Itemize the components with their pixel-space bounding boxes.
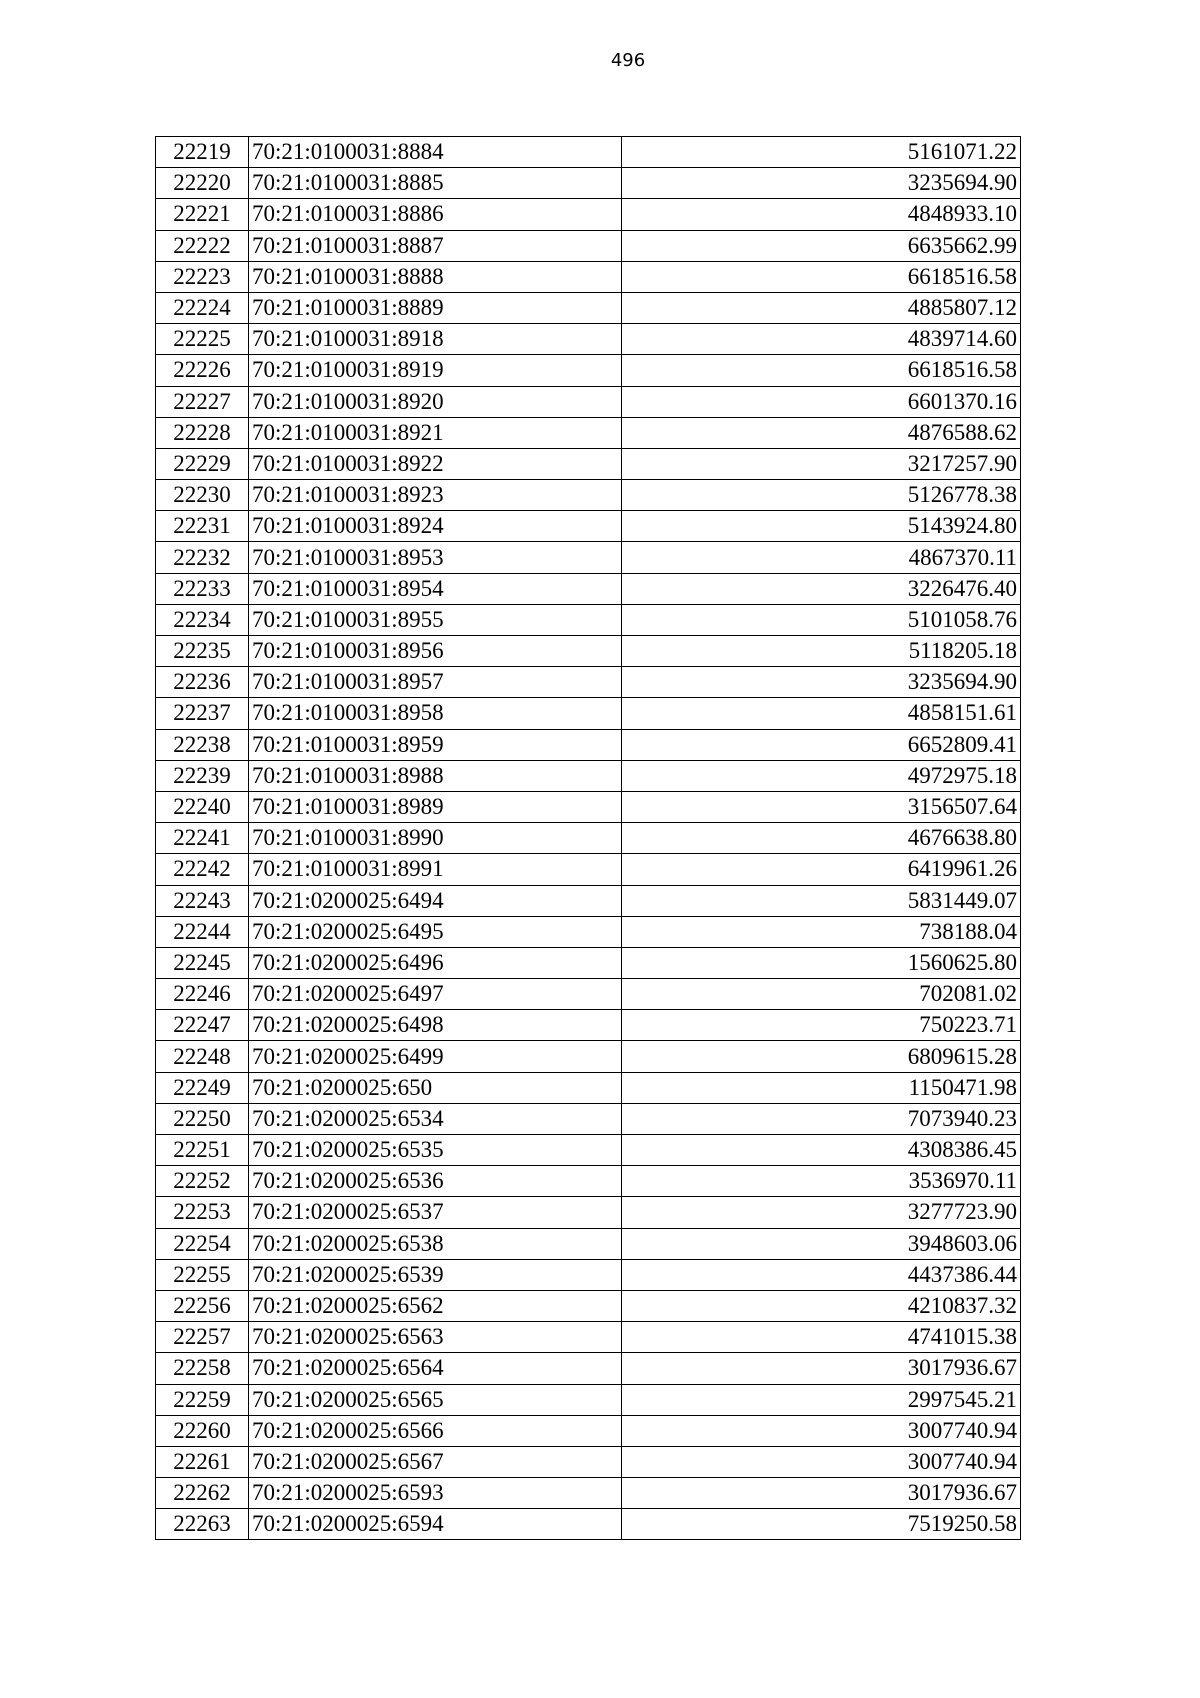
row-number-cell: 22253 [156, 1197, 249, 1228]
cadastral-value-cell: 3017936.67 [622, 1353, 1021, 1384]
cadastral-value-cell: 4741015.38 [622, 1322, 1021, 1353]
table-row [156, 1353, 1021, 1384]
row-number-cell: 22235 [156, 636, 249, 667]
cadastral-number-cell: 70:21:0200025:6497 [249, 979, 622, 1010]
row-number-cell: 22260 [156, 1415, 249, 1446]
row-number-cell: 22252 [156, 1166, 249, 1197]
cadastral-value-cell: 5118205.18 [622, 636, 1021, 667]
cadastral-value-cell: 4848933.10 [622, 199, 1021, 230]
table-row [156, 1478, 1021, 1509]
table-row [156, 1135, 1021, 1166]
row-number-cell: 22240 [156, 791, 249, 822]
table-row [156, 823, 1021, 854]
cadastral-value-cell: 6652809.41 [622, 729, 1021, 760]
table-row [156, 1010, 1021, 1041]
cadastral-number-cell: 70:21:0100031:8889 [249, 292, 622, 323]
cadastral-number-cell: 70:21:0100031:8920 [249, 386, 622, 417]
row-number-cell: 22247 [156, 1010, 249, 1041]
cadastral-value-cell: 5831449.07 [622, 885, 1021, 916]
cadastral-value-cell: 7073940.23 [622, 1103, 1021, 1134]
row-number-cell: 22254 [156, 1228, 249, 1259]
cadastral-value-cell: 1150471.98 [622, 1072, 1021, 1103]
table-row [156, 1384, 1021, 1415]
cadastral-value-cell: 1560625.80 [622, 947, 1021, 978]
cadastral-number-cell: 70:21:0200025:6535 [249, 1135, 622, 1166]
row-number-cell: 22231 [156, 511, 249, 542]
cadastral-number-cell: 70:21:0100031:8921 [249, 417, 622, 448]
cadastral-number-cell: 70:21:0100031:8884 [249, 137, 622, 168]
table-row [156, 604, 1021, 635]
cadastral-number-cell: 70:21:0100031:8918 [249, 324, 622, 355]
table-row [156, 979, 1021, 1010]
table-row [156, 137, 1021, 168]
cadastral-value-cell: 4437386.44 [622, 1259, 1021, 1290]
table-row [156, 511, 1021, 542]
row-number-cell: 22241 [156, 823, 249, 854]
table-row [156, 698, 1021, 729]
row-number-cell: 22258 [156, 1353, 249, 1384]
cadastral-value-cell: 3536970.11 [622, 1166, 1021, 1197]
cadastral-value-cell: 5161071.22 [622, 137, 1021, 168]
cadastral-value-cell: 3277723.90 [622, 1197, 1021, 1228]
cadastral-value-cell: 3007740.94 [622, 1446, 1021, 1477]
table-row [156, 324, 1021, 355]
cadastral-value-cell: 3226476.40 [622, 573, 1021, 604]
cadastral-number-cell: 70:21:0100031:8991 [249, 854, 622, 885]
cadastral-value-cell: 3007740.94 [622, 1415, 1021, 1446]
row-number-cell: 22256 [156, 1290, 249, 1321]
page-number: 496 [610, 50, 646, 71]
row-number-cell: 22248 [156, 1041, 249, 1072]
cadastral-value-cell: 4308386.45 [622, 1135, 1021, 1166]
table-row [156, 1166, 1021, 1197]
cadastral-number-cell: 70:21:0100031:8885 [249, 168, 622, 199]
table-row [156, 261, 1021, 292]
table-row [156, 1197, 1021, 1228]
cadastral-value-cell: 738188.04 [622, 916, 1021, 947]
table-row [156, 947, 1021, 978]
row-number-cell: 22237 [156, 698, 249, 729]
cadastral-value-cell: 3235694.90 [622, 667, 1021, 698]
cadastral-value-cell: 5126778.38 [622, 480, 1021, 511]
cadastral-number-cell: 70:21:0200025:6537 [249, 1197, 622, 1228]
table-body [156, 137, 1021, 1540]
table-row [156, 885, 1021, 916]
cadastral-value-cell: 2997545.21 [622, 1384, 1021, 1415]
cadastral-value-cell: 5143924.80 [622, 511, 1021, 542]
row-number-cell: 22219 [156, 137, 249, 168]
cadastral-value-cell: 4867370.11 [622, 542, 1021, 573]
cadastral-value-cell: 6419961.26 [622, 854, 1021, 885]
row-number-cell: 22261 [156, 1446, 249, 1477]
row-number-cell: 22225 [156, 324, 249, 355]
row-number-cell: 22230 [156, 480, 249, 511]
row-number-cell: 22228 [156, 417, 249, 448]
row-number-cell: 22233 [156, 573, 249, 604]
cadastral-number-cell: 70:21:0100031:8988 [249, 760, 622, 791]
cadastral-value-cell: 3156507.64 [622, 791, 1021, 822]
row-number-cell: 22263 [156, 1509, 249, 1540]
cadastral-number-cell: 70:21:0200025:6562 [249, 1290, 622, 1321]
table-row [156, 1509, 1021, 1540]
cadastral-number-cell: 70:21:0200025:650 [249, 1072, 622, 1103]
table-row [156, 355, 1021, 386]
cadastral-value-cell: 3217257.90 [622, 448, 1021, 479]
cadastral-number-cell: 70:21:0100031:8956 [249, 636, 622, 667]
row-number-cell: 22262 [156, 1478, 249, 1509]
table-row [156, 1103, 1021, 1134]
table-row [156, 230, 1021, 261]
table-row [156, 417, 1021, 448]
row-number-cell: 22238 [156, 729, 249, 760]
table-row [156, 480, 1021, 511]
cadastral-value-cell: 6618516.58 [622, 355, 1021, 386]
table-row [156, 854, 1021, 885]
table-row [156, 1072, 1021, 1103]
cadastral-number-cell: 70:21:0100031:8922 [249, 448, 622, 479]
table-row [156, 448, 1021, 479]
cadastral-value-cell: 3235694.90 [622, 168, 1021, 199]
cadastral-number-cell: 70:21:0100031:8958 [249, 698, 622, 729]
cadastral-number-cell: 70:21:0100031:8990 [249, 823, 622, 854]
table-row [156, 1259, 1021, 1290]
table-row [156, 760, 1021, 791]
cadastral-value-cell: 4876588.62 [622, 417, 1021, 448]
cadastral-number-cell: 70:21:0100031:8923 [249, 480, 622, 511]
cadastral-number-cell: 70:21:0200025:6563 [249, 1322, 622, 1353]
table-row [156, 1041, 1021, 1072]
cadastral-value-cell: 4858151.61 [622, 698, 1021, 729]
cadastral-value-cell: 4210837.32 [622, 1290, 1021, 1321]
row-number-cell: 22249 [156, 1072, 249, 1103]
cadastral-value-cell: 4676638.80 [622, 823, 1021, 854]
cadastral-value-cell: 7519250.58 [622, 1509, 1021, 1540]
cadastral-value-cell: 702081.02 [622, 979, 1021, 1010]
table-row [156, 791, 1021, 822]
row-number-cell: 22224 [156, 292, 249, 323]
cadastral-number-cell: 70:21:0200025:6567 [249, 1446, 622, 1477]
cadastral-number-cell: 70:21:0200025:6564 [249, 1353, 622, 1384]
cadastral-number-cell: 70:21:0100031:8953 [249, 542, 622, 573]
row-number-cell: 22232 [156, 542, 249, 573]
cadastral-number-cell: 70:21:0100031:8957 [249, 667, 622, 698]
cadastral-value-cell: 750223.71 [622, 1010, 1021, 1041]
cadastral-value-cell: 4839714.60 [622, 324, 1021, 355]
cadastral-value-cell: 6618516.58 [622, 261, 1021, 292]
cadastral-number-cell: 70:21:0200025:6498 [249, 1010, 622, 1041]
row-number-cell: 22251 [156, 1135, 249, 1166]
row-number-cell: 22255 [156, 1259, 249, 1290]
table-row [156, 916, 1021, 947]
row-number-cell: 22243 [156, 885, 249, 916]
table-row [156, 1415, 1021, 1446]
table-row [156, 542, 1021, 573]
cadastral-number-cell: 70:21:0200025:6495 [249, 916, 622, 947]
cadastral-number-cell: 70:21:0200025:6594 [249, 1509, 622, 1540]
row-number-cell: 22222 [156, 230, 249, 261]
cadastral-value-cell: 4885807.12 [622, 292, 1021, 323]
cadastral-value-cell: 3948603.06 [622, 1228, 1021, 1259]
row-number-cell: 22250 [156, 1103, 249, 1134]
row-number-cell: 22244 [156, 916, 249, 947]
row-number-cell: 22223 [156, 261, 249, 292]
cadastral-number-cell: 70:21:0100031:8959 [249, 729, 622, 760]
cadastral-number-cell: 70:21:0200025:6538 [249, 1228, 622, 1259]
cadastral-number-cell: 70:21:0100031:8887 [249, 230, 622, 261]
cadastral-number-cell: 70:21:0200025:6496 [249, 947, 622, 978]
table-row [156, 1446, 1021, 1477]
cadastral-number-cell: 70:21:0200025:6494 [249, 885, 622, 916]
cadastral-value-cell: 6601370.16 [622, 386, 1021, 417]
cadastral-number-cell: 70:21:0200025:6539 [249, 1259, 622, 1290]
row-number-cell: 22245 [156, 947, 249, 978]
row-number-cell: 22229 [156, 448, 249, 479]
table-row [156, 636, 1021, 667]
row-number-cell: 22227 [156, 386, 249, 417]
table-row [156, 168, 1021, 199]
cadastral-number-cell: 70:21:0100031:8888 [249, 261, 622, 292]
cadastral-number-cell: 70:21:0200025:6593 [249, 1478, 622, 1509]
cadastral-number-cell: 70:21:0100031:8924 [249, 511, 622, 542]
cadastral-number-cell: 70:21:0200025:6536 [249, 1166, 622, 1197]
row-number-cell: 22239 [156, 760, 249, 791]
row-number-cell: 22257 [156, 1322, 249, 1353]
row-number-cell: 22226 [156, 355, 249, 386]
cadastral-number-cell: 70:21:0100031:8919 [249, 355, 622, 386]
cadastral-number-cell: 70:21:0100031:8989 [249, 791, 622, 822]
cadastral-number-cell: 70:21:0100031:8955 [249, 604, 622, 635]
row-number-cell: 22220 [156, 168, 249, 199]
row-number-cell: 22259 [156, 1384, 249, 1415]
cadastral-number-cell: 70:21:0200025:6499 [249, 1041, 622, 1072]
cadastral-number-cell: 70:21:0100031:8886 [249, 199, 622, 230]
row-number-cell: 22242 [156, 854, 249, 885]
table-row [156, 573, 1021, 604]
cadastral-value-cell: 5101058.76 [622, 604, 1021, 635]
cadastral-number-cell: 70:21:0200025:6565 [249, 1384, 622, 1415]
row-number-cell: 22236 [156, 667, 249, 698]
cadastral-value-cell: 6809615.28 [622, 1041, 1021, 1072]
table-row [156, 292, 1021, 323]
cadastral-number-cell: 70:21:0200025:6566 [249, 1415, 622, 1446]
table-row [156, 1228, 1021, 1259]
table-row [156, 1322, 1021, 1353]
row-number-cell: 22246 [156, 979, 249, 1010]
row-number-cell: 22221 [156, 199, 249, 230]
table-row [156, 386, 1021, 417]
cadastral-value-table [155, 136, 1021, 1540]
table-row [156, 667, 1021, 698]
cadastral-number-cell: 70:21:0200025:6534 [249, 1103, 622, 1134]
cadastral-value-cell: 3017936.67 [622, 1478, 1021, 1509]
table-row [156, 1290, 1021, 1321]
cadastral-value-cell: 6635662.99 [622, 230, 1021, 261]
row-number-cell: 22234 [156, 604, 249, 635]
table-row [156, 199, 1021, 230]
table-row [156, 729, 1021, 760]
cadastral-value-cell: 4972975.18 [622, 760, 1021, 791]
cadastral-number-cell: 70:21:0100031:8954 [249, 573, 622, 604]
